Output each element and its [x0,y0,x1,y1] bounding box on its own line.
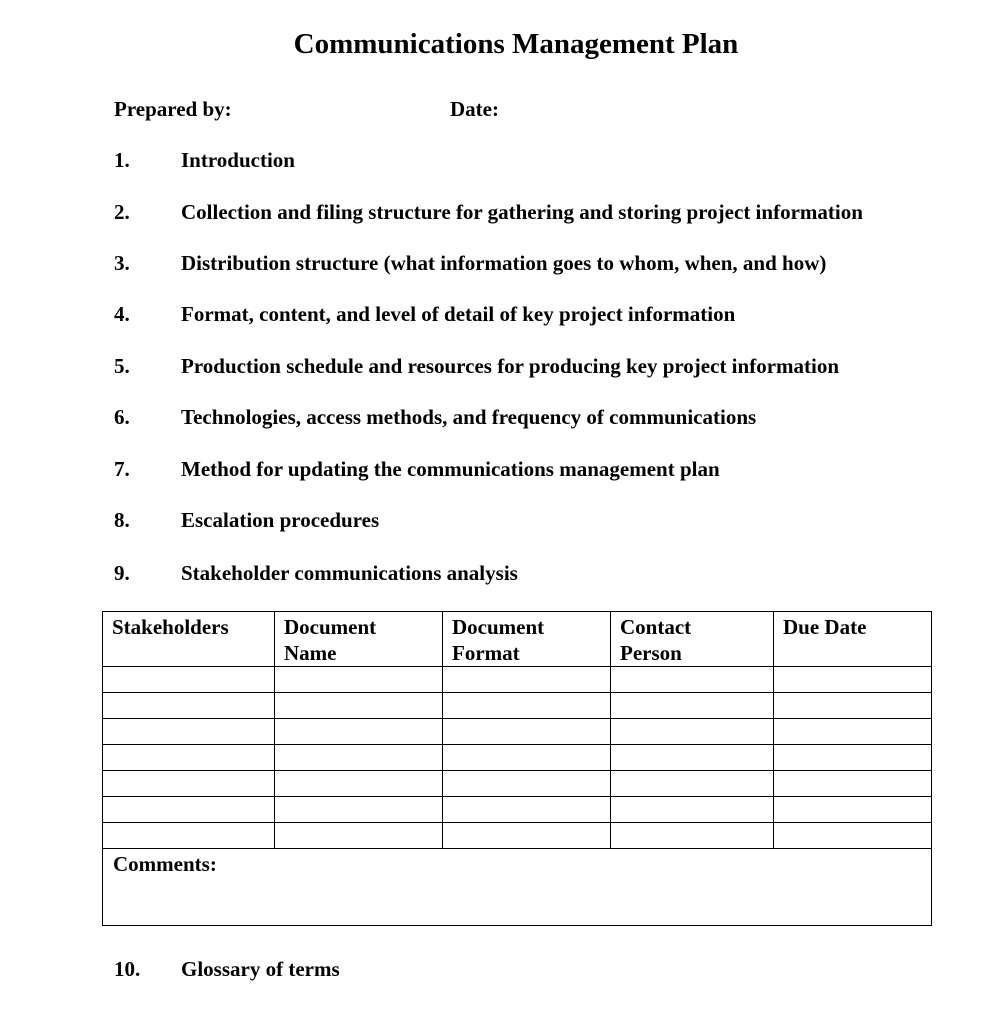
column-header-line: Stakeholders [112,615,229,639]
column-header-line: Document [284,615,377,639]
section-number: 6. [114,405,130,429]
table-cell[interactable] [275,745,443,771]
table-row [103,719,932,745]
table-cell[interactable] [611,745,774,771]
table-cell[interactable] [103,745,275,771]
column-header-line: Document [452,615,545,639]
section-title: Format, content, and level of detail of key project information [181,302,736,326]
table-cell[interactable] [275,771,443,797]
column-header-line: Due Date [783,615,867,639]
date-label: Date: [450,97,499,121]
table-cell[interactable] [774,667,932,693]
table-cell[interactable] [611,797,774,823]
table-header-row [103,612,932,667]
table-cell[interactable] [275,797,443,823]
table-cell[interactable] [103,797,275,823]
section-number: 10. [114,957,141,981]
column-header-document-format [443,612,611,667]
table-row [103,823,932,849]
section-title: Introduction [181,148,295,172]
section-title: Collection and filing structure for gathering and storing project information [181,200,863,224]
table-cell[interactable] [443,823,611,849]
column-header-stakeholders [103,612,275,667]
table-cell[interactable] [103,771,275,797]
section-title: Glossary of terms [181,957,340,981]
section-number: 1. [114,148,130,172]
section-number: 3. [114,251,130,275]
table-cell[interactable] [275,693,443,719]
table-cell[interactable] [103,667,275,693]
table-cell[interactable] [774,719,932,745]
section-number: 4. [114,302,130,326]
section-title: Distribution structure (what information goes to whom, when, and how) [181,251,827,275]
comments-row [103,849,932,926]
section-title: Method for updating the communications management plan [181,457,720,481]
table-cell[interactable] [611,693,774,719]
table-cell[interactable] [611,823,774,849]
table-cell[interactable] [275,667,443,693]
table-cell[interactable] [103,719,275,745]
stakeholder-analysis-table [102,611,932,926]
table-cell[interactable] [774,771,932,797]
table-row [103,771,932,797]
column-header-line: Format [452,641,520,665]
table-cell[interactable] [103,693,275,719]
table-cell[interactable] [443,797,611,823]
column-header-contact-person [611,612,774,667]
table-cell[interactable] [611,667,774,693]
section-title: Stakeholder communications analysis [181,561,518,585]
column-header-line: Name [284,641,337,665]
section-number: 8. [114,508,130,532]
table-cell[interactable] [275,719,443,745]
column-header-document-name [275,612,443,667]
section-number: 9. [114,561,130,585]
table-row [103,797,932,823]
table-cell[interactable] [774,745,932,771]
table-cell[interactable] [611,719,774,745]
table-cell[interactable] [611,771,774,797]
prepared-by-label: Prepared by: [114,97,232,121]
table-row [103,745,932,771]
table-cell[interactable] [443,667,611,693]
section-number: 2. [114,200,130,224]
table-cell[interactable] [774,693,932,719]
table-cell[interactable] [103,823,275,849]
column-header-line: Contact [620,615,692,639]
section-title: Escalation procedures [181,508,380,532]
table-cell[interactable] [443,719,611,745]
table-row [103,693,932,719]
table-cell[interactable] [275,823,443,849]
section-number: 7. [114,457,130,481]
column-header-line: Person [620,641,682,665]
comments-label: Comments: [113,852,217,876]
table-cell[interactable] [443,771,611,797]
table-cell[interactable] [443,693,611,719]
comments-cell[interactable] [103,849,932,926]
table-cell[interactable] [774,823,932,849]
table-cell[interactable] [774,797,932,823]
table-cell[interactable] [443,745,611,771]
column-header-due-date [774,612,932,667]
section-title: Technologies, access methods, and frequency of communications [181,405,757,429]
section-title: Production schedule and resources for producing key project information [181,354,840,378]
section-number: 5. [114,354,130,378]
table-row [103,667,932,693]
document-title: Communications Management Plan [293,28,739,60]
